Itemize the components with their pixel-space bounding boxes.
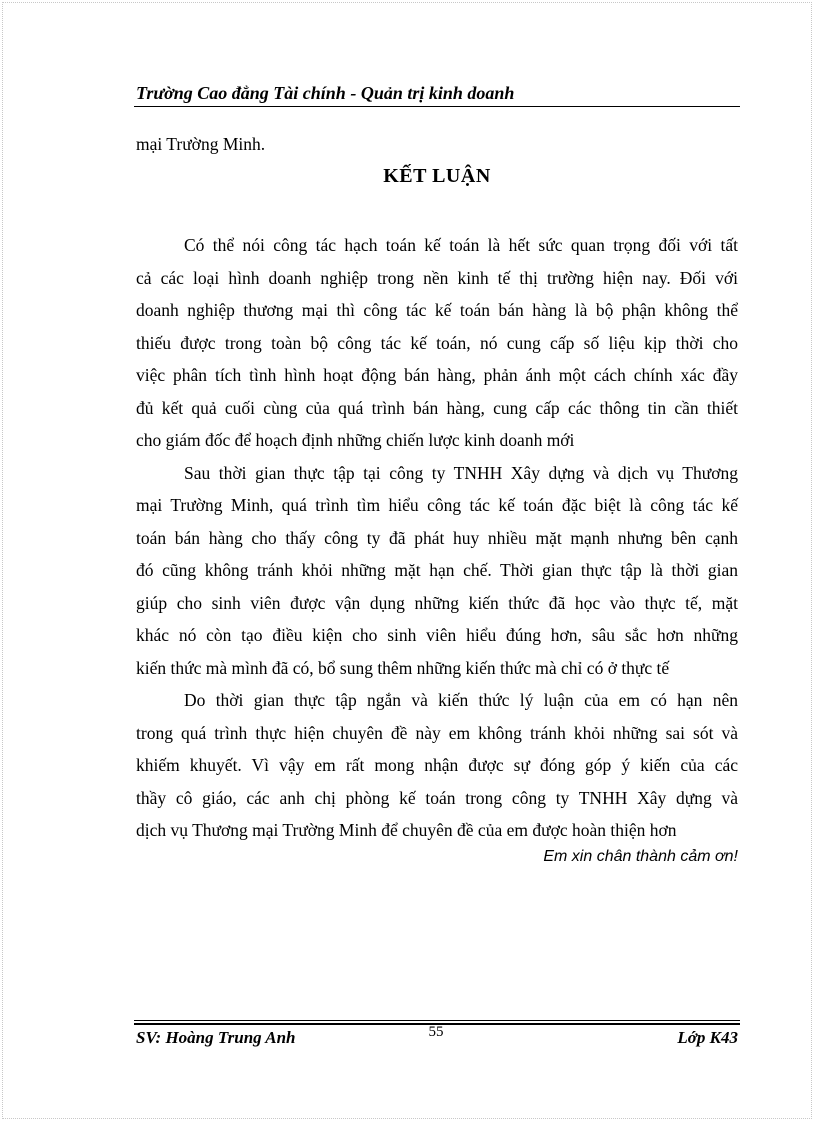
page-number: 55 xyxy=(428,1024,444,1040)
paragraph-line: cho giám đốc để hoạch định những chiến lược kinh doanh mới xyxy=(136,430,575,450)
paragraph-line: dịch vụ Thương mại Trường Minh để chuyên đề của em được hoàn thiện hơn xyxy=(136,820,677,840)
paragraph-line: toán bán hàng cho thấy công ty đã phát huy nhiều mặt mạnh nhưng bên cạnh xyxy=(136,527,738,548)
paragraph-line: đó cũng không tránh khỏi những mặt hạn chế. Thời gian thực tập là thời gian xyxy=(136,560,738,580)
footer-student-name: SV: Hoàng Trung Anh xyxy=(136,1028,296,1047)
paragraph-1 xyxy=(136,229,738,457)
footer-divider-thin xyxy=(134,1020,740,1021)
paragraph-line: Có thể nói công tác hạch toán kế toán là hết sức quan trọng đối với tất xyxy=(184,235,738,255)
paragraph-line: khiếm khuyết. Vì vậy em rất mong nhận được sự đóng góp ý kiến của các xyxy=(136,755,738,775)
header-title: Trường Cao đẳng Tài chính - Quản trị kinh doanh xyxy=(136,83,515,103)
paragraph-line: trong quá trình thực hiện chuyên đề này em không tránh khỏi những sai sót và xyxy=(136,722,738,743)
header-divider xyxy=(134,106,740,107)
footer-class-label: Lớp K43 xyxy=(677,1028,738,1047)
continued-text: mại Trường Minh. xyxy=(136,134,266,154)
paragraph-line: doanh nghiệp thương mại thì công tác kế toán bán hàng là bộ phận không thể xyxy=(136,300,738,320)
section-heading: KẾT LUẬN xyxy=(383,165,491,187)
paragraph-line: Sau thời gian thực tập tại công ty TNHH Xây dựng và dịch vụ Thương xyxy=(184,462,738,483)
paragraph-line: giúp cho sinh viên được vận dụng những kiến thức đã học vào thực tế, mặt xyxy=(136,592,738,613)
paragraph-3 xyxy=(136,684,738,847)
paragraph-line: thiếu được trong toàn bộ công tác kế toán, nó cung cấp số liệu kịp thời cho xyxy=(136,332,738,353)
paragraph-line: thầy cô giáo, các anh chị phòng kế toán trong công ty TNHH Xây dựng và xyxy=(136,787,738,808)
paragraph-line: đủ kết quả cuối cùng của quá trình bán hàng, cung cấp các thông tin cần thiết xyxy=(136,397,738,418)
paragraph-line: Do thời gian thực tập ngắn và kiến thức lý luận của em có hạn nên xyxy=(184,690,738,710)
paragraph-line: kiến thức mà mình đã có, bổ sung thêm những kiến thức mà chỉ có ở thực tế xyxy=(136,657,670,678)
paragraph-line: khác nó còn tạo điều kiện cho sinh viên hiểu đúng hơn, sâu sắc hơn những xyxy=(136,625,738,645)
paragraph-2 xyxy=(136,457,738,685)
closing-thanks: Em xin chân thành cảm ơn! xyxy=(543,848,738,865)
paragraph-line: việc phân tích tình hình hoạt động bán hàng, phản ánh một cách chính xác đầy xyxy=(136,365,738,385)
paragraph-line: mại Trường Minh, quá trình tìm hiểu công tác kế toán đặc biệt là công tác kế xyxy=(136,495,738,515)
paragraph-line: cả các loại hình doanh nghiệp trong nền kinh tế thị trường hiện nay. Đối với xyxy=(136,267,738,288)
